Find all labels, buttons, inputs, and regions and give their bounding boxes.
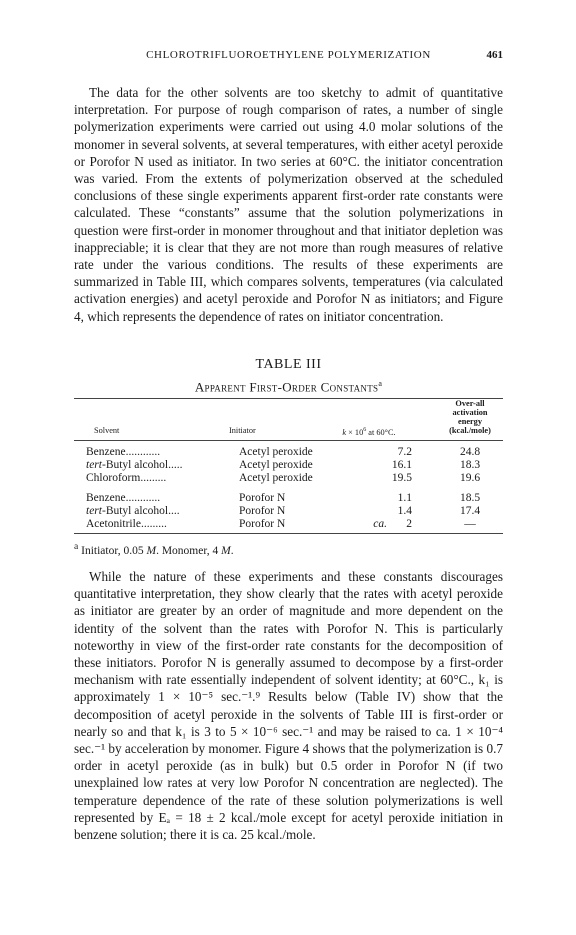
table-row <box>74 492 503 505</box>
cell-initiator: Acetyl peroxide <box>239 459 313 471</box>
cell-initiator: Porofor N <box>239 505 286 517</box>
table-row <box>74 518 503 531</box>
table-bottom-rule <box>74 533 503 534</box>
cell-rate-approx-marker: ca. <box>373 518 387 530</box>
paragraph-1-text: The data for the other solvents are too sketchy to admit of quantitative interpretation. For purpose of rough comparison of rates, a number of single polymerization experiments were carried out using 4.0 molar solutions of the monomer in several solvents, at several temperatures, with either acetyl peroxide or Porofor N used as initiator. In two series at 60°C. the initiator concentration was varied. From the extents of polymerization observed at the scheduled conclusions of these single experiments apparent first-order rate constants were calculated. These “constants” assume that the solution polymerizations in question were first-order in monomer throughout and that initiator depletion was inappreciable; it is clear that they are not more than rough measures of relative rate under the various conditions. The results of these experiments are summarized in Table III, which compares solvents, temperatures (via calculated activation energies) and acetyl peroxide and Porofor N as initiators; and Figure 4, which represents the dependence of rates on initiator concentration. <box>74 85 503 324</box>
running-head-title: CHLOROTRIFLUOROETHYLENE POLYMERIZATION <box>146 49 431 61</box>
leader-dots: ..... <box>168 459 183 471</box>
paragraph-2-text: While the nature of these experiments and these constants discourages quantitative interpretation, they show clearly that the rates with acetyl peroxide as initiator are greater by an order of magnitude and more dependent on the identity of the solvent than the rates with Porofor N. This is particularly noteworthy in view of the first-order rate constants for the decomposition of these initiators. Porofor N is generally assumed to decompose by a first-order mechanism with rate essentially independent of solvent identity; at 60°C., k₁ is approximately 1 × 10⁻⁵ sec.⁻¹.⁹ Results below (Table IV) show that the decomposition of acetyl peroxide in the solvents of Table III is first-order or nearly so and that k₁ is 3 to 5 × 10⁻⁶ sec.⁻¹ and may be raised to ca. 1 × 10⁻⁴ sec.⁻¹ by acceleration by monomer. Figure 4 shows that the polymerization is 0.7 order in acetyl peroxide (as in bulk) but 0.5 order in Porofor N (if two unexplained low rates at very low Porofor N concentration are neglected). The temperature dependence of the rate of these solution polymerizations is well represented by Eₐ = 18 ± 2 kcal./mole except for acetyl peroxide initiation in benzene solution; there it is ca. 25 kcal./mole. <box>74 569 503 843</box>
table-row <box>74 505 503 518</box>
table-caption-note-marker: a <box>378 379 383 388</box>
header-energy-line: Over-all <box>455 399 485 408</box>
header-rate-constant <box>320 426 418 437</box>
header-k-exponent: 6 <box>363 427 367 433</box>
cell-rate-constant: 1.4 <box>397 505 412 517</box>
cell-solvent: Acetonitrile......... <box>86 518 167 530</box>
cell-solvent: tert-Butyl alcohol..... <box>86 459 183 471</box>
cell-activation-energy: — <box>464 518 476 530</box>
cell-solvent: Benzene............ <box>86 492 161 504</box>
cell-initiator: Acetyl peroxide <box>239 472 313 484</box>
cell-solvent: tert-Butyl alcohol.... <box>86 505 180 517</box>
table-row <box>74 459 503 472</box>
table-header-rule <box>74 440 503 441</box>
cell-rate-constant: 7.2 <box>397 446 412 458</box>
leader-dots: ......... <box>140 518 167 530</box>
cell-initiator: Porofor N <box>239 518 286 530</box>
body-paragraph-1 <box>74 84 503 325</box>
cell-activation-energy: 17.4 <box>459 505 481 517</box>
header-solvent: Solvent <box>94 426 120 435</box>
header-activation-energy <box>436 399 504 435</box>
leader-dots: ............ <box>125 492 161 504</box>
leader-dots: ......... <box>140 472 167 484</box>
leader-dots: ............ <box>125 446 161 458</box>
cell-activation-energy: 18.3 <box>459 459 481 471</box>
cell-solvent: Chloroform......... <box>86 472 167 484</box>
header-k-middle: × 10 <box>346 427 364 437</box>
cell-rate-constant: 19.5 <box>391 472 412 484</box>
leader-dots: .... <box>168 505 180 517</box>
header-initiator: Initiator <box>229 426 256 435</box>
body-paragraph-2 <box>74 568 503 843</box>
cell-rate-constant: 1.1 <box>397 492 412 504</box>
cell-rate-constant: 16.1 <box>391 459 412 471</box>
table-title: TABLE III <box>255 357 322 372</box>
table-caption <box>74 379 503 395</box>
cell-activation-energy: 24.8 <box>459 446 481 458</box>
page-number: 461 <box>486 49 503 61</box>
cell-rate-constant: 2 <box>406 518 412 530</box>
header-k-suffix: at 60°C. <box>366 427 396 437</box>
cell-initiator: Acetyl peroxide <box>239 446 313 458</box>
header-energy-line: energy <box>458 417 482 426</box>
cell-initiator: Porofor N <box>239 492 286 504</box>
table-row <box>74 446 503 459</box>
table-caption-text: Apparent First-Order Constants <box>194 379 379 395</box>
table-footnote: $^a$ Initiator, 0.05 M. Monomer, 4 M. <box>74 541 234 557</box>
header-energy-line: activation <box>452 408 488 417</box>
cell-activation-energy: 18.5 <box>459 492 481 504</box>
running-head <box>74 49 503 65</box>
table-row <box>74 472 503 485</box>
header-energy-line: (kcal./mole) <box>449 426 491 435</box>
footnote-marker: a <box>74 541 79 552</box>
cell-activation-energy: 19.6 <box>459 472 481 484</box>
header-k-symbol: k <box>342 427 347 437</box>
cell-solvent: Benzene............ <box>86 446 161 458</box>
